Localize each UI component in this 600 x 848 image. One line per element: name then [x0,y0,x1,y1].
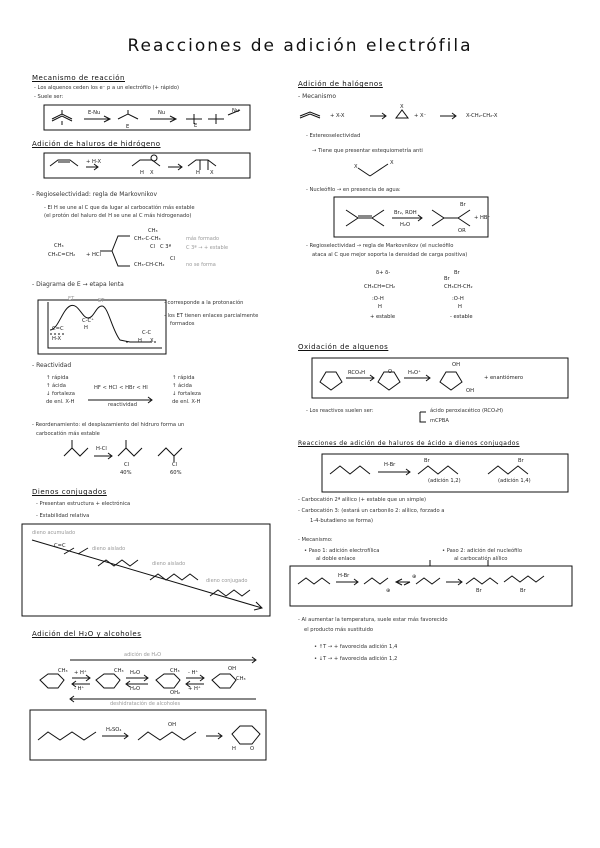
h2o-bottom-label: deshidratación de alcoholes [110,701,181,707]
rearr-hcl: H-Cl [96,446,107,452]
mech-label-e2: E [194,123,198,129]
ox-oh2: OH [466,388,474,394]
dh-br1: Br [424,458,430,464]
react-right-1: ↑ rápida [172,375,195,381]
mech-label-nu: Nu [158,110,166,116]
regio-c3: C 3ª [160,244,172,250]
mech2-hbr: H-Br [338,573,350,579]
mech2-p1-1: • Paso 1: adición electrofílica [304,548,380,554]
h2o-l2: + H⁺ [74,670,87,676]
mech2-p2-2: al carbocatión alílico [454,556,508,562]
diag-et2: ET [98,298,105,304]
h2o-l15: H [232,746,236,752]
rearr-cl1: Cl [124,462,130,468]
temp-bullet-2: • ↓T → + favorecida adición 1,2 [314,656,398,662]
hal-product: X-CH₂-CH₂-X [466,113,498,119]
regio-heading: - Regioselectividad: regla de Markovnikov [32,191,157,198]
react-left-2: ↑ ácida [46,383,66,389]
mech2-br1: Br [476,588,482,594]
diag-cc: C-C⁺ [82,318,94,324]
nuc-s1: CH₃CH=CH₂ [364,284,396,290]
ox-o: O [388,369,393,375]
mech2-p1-2: al doble enlace [316,556,356,562]
stab-aislado-2: dieno aislado [152,561,186,567]
nucleophile-heading: - Nucleófilo → en presencia de agua: [306,187,401,193]
regio-note-1: más formado [186,236,220,242]
nuc-s9: H [458,304,462,310]
stereo-x2: X [390,160,394,166]
temp-line-1: - Al aumentar la temperatura, suele estar más favorecido [298,617,448,623]
nuc-note-2: ataca al C que mejor soporta la densidad de carga positiva) [312,252,468,258]
nuc-s8: :O-H [452,296,464,302]
diag-hx: H-X [52,336,62,342]
ox-line: - Los reactivos suelen ser: [306,408,374,414]
h2o-l6: H₂O [130,686,141,692]
diag-note-3: formados [170,321,195,327]
dh-line-3: 1-4-butadieno se forma) [310,518,374,524]
hx-label: + H-X [86,159,102,165]
react-right-4: de enl. X-H [172,399,201,405]
rearr-line-2: carbocatión más estable [36,431,100,437]
mech2-plus2: ⊕ [412,574,417,580]
diag-prod: C-C [142,330,152,336]
diag-c=c: C=C [52,326,64,332]
nuc-s0: δ+ δ- [376,270,391,276]
rearr-line-1: - Reordenamiento: el desplazamiento del hidruro forma un [32,422,185,428]
stability-box [22,524,270,616]
h2o-l3: - H⁺ [74,686,85,692]
dh-line-2: - Carbocatión 3: (estará un carbonilo 2: alílico, forzado a [298,508,445,514]
react-left-4: de enl. X-H [46,399,75,405]
h2o-l13: H₂SO₄ [106,727,122,733]
diag-note-1: - corresponde a la protonación [164,300,244,306]
diag-x: X [150,338,154,344]
mech2-p2-1: • Paso 2: adición del nucleófilo [442,548,523,554]
hydrogen-halide-box [44,153,250,178]
oxidation-heading: Oxidación de alquenos [298,343,389,351]
react-left-3: ↓ fortaleza [46,391,75,397]
stab-conjugado: dieno conjugado [206,578,248,584]
nuc-s5: H [378,304,382,310]
h2o-l11: OH [228,666,236,672]
dienes-heading: Dienos conjugados [32,488,107,496]
regio-line-1: - El H se une al C que da lugar al carbocatión más estable [44,205,195,211]
ox-oh1: OH [452,362,460,368]
nuc-hbr: + HBr [474,215,490,221]
reactivity-heading: - Reactividad [32,362,72,369]
react-right-2: ↑ ácida [172,383,192,389]
temp-bullet-1: • ↑T → + favorecida adición 1,4 [314,644,398,650]
diag-h2: H [138,338,142,344]
dh-hbr: H-Br [384,462,396,468]
nuc-s2: Br [454,270,460,276]
hal-x: X [400,104,404,110]
h2o-l8: OH₂ [170,690,181,696]
hal-xx: + X-X [330,113,345,119]
regio-hcl: + HCl [86,252,101,258]
regio-prod2: CH₃-CH-CH₂ [134,262,165,268]
cyclization-box [30,710,266,760]
halide-h2: H [196,170,200,176]
react-right-3: ↓ fortaleza [172,391,201,397]
react-middle-label: reactividad [108,402,137,408]
stab-cc: C=C [54,543,66,549]
nuc-note-1: - Regioselectividad → regla de Markovnikov (el nucleófilo [306,243,454,249]
regio-reactant: CH₃C=CH₂ [48,252,76,258]
nuc-s10: - estable [450,314,473,320]
halogens-heading: Adición de halógenos [298,80,383,88]
nuc-s3: CH₃CH-CH₂ [444,284,473,290]
mech2-heading: - Mecanismo: [298,537,333,543]
regio-note-3: no se forma [186,262,216,268]
nuc-br: Br [460,202,466,208]
regio-ch3b: CH₃ [148,228,158,234]
diene-addition-box [322,454,568,492]
react-left-1: ↑ rápida [46,375,69,381]
h2o-l14: OH [168,722,176,728]
halide-h1: H [140,170,144,176]
h2o-l10: + H⁺ [188,686,201,692]
stereo-heading: - Estereoselectividad [306,133,361,139]
mech-label-nu2: Nu [232,108,240,114]
nuc-s6: + estable [370,314,396,320]
dh-14: (adición 1,4) [498,478,531,484]
stab-aislado-1: dieno aislado [92,546,126,552]
ox-enantiomer: + enantiómero [484,375,524,381]
regio-cl2: Cl [170,256,176,262]
react-middle: HF < HCl < HBr < HI [94,385,148,391]
h2o-l16: O [250,746,255,752]
diag-note-2: - los ET tienen enlaces parcialmente [164,313,259,319]
temp-line-2: el producto más sustituido [304,627,374,633]
dh-br2: Br [518,458,524,464]
rearr-cl2: Cl [172,462,178,468]
h2o-l7: CH₃ [170,668,180,674]
mechanism-box [44,105,250,130]
regio-prod1: CH₃-C-CH₃ [134,236,161,242]
regio-cl1: Cl [150,244,156,250]
halides-heading: Adición de haluros de hidrógeno [32,140,161,148]
page-title: Reacciones de adición electrófila [127,36,473,56]
ox-reagent-1: ácido peroxiacético (RCO₃H) [430,408,504,414]
diag-h1: H [84,325,88,331]
ox-h3o: H₃O⁺ [408,370,421,376]
ox-rco3h: RCO₃H [348,370,366,376]
stereo-line: → Tiene que presentar estequiometría anti [312,148,423,154]
h2o-top-label: adición de H₂O [124,652,162,658]
mechanism-line-2: - Suele ser: [34,94,64,100]
h2o-l12: CH₃ [236,676,246,682]
nuc-s7: Br [444,276,450,282]
dh-12: (adición 1,2) [428,478,461,484]
nuc-s4: :O-H [372,296,384,302]
h2o-l9: - H⁺ [188,670,199,676]
h2o-l4: CH₃ [114,668,124,674]
nuc-or: OR [458,228,466,234]
halide-x1: X [150,170,154,176]
diene-mechanism-box [290,566,572,606]
h2o-l5: H₂O [130,670,141,676]
dienes-line-2: - Estabilidad relativa [36,513,90,519]
regio-line-2: (el protón del haluro del H se une al C más hidrogenado) [44,213,192,219]
dienes-line-1: - Presentan estructura + electrónica [36,501,131,507]
nuc-h2o: H₂O [400,222,411,228]
nuc-reagent: Br₂, ROH [394,210,417,216]
h2o-heading: Adición del H₂O y alcoholes [32,630,142,638]
halogens-sub: - Mecanismo [298,93,337,100]
ox-reagent-2: mCPBA [430,418,449,424]
mechanism-line-1: - Los alquenos ceden los e⁻ p a un electrófilo (+ rápido) [34,85,180,91]
hal-xminus: + X⁻ [414,113,427,119]
dh-line-1: - Carbocatión 2ª alílico (+ estable que un simple) [298,497,427,503]
mech2-plus1: ⊕ [386,588,391,594]
mech2-br2: Br [520,588,526,594]
mech-label-enu: E-Nu [88,110,101,116]
halide-x2: X [210,170,214,176]
regio-ch3a: CH₃ [54,243,64,249]
mech-label-e1: E [126,124,130,130]
rearr-40: 40% [120,470,132,476]
diag-et1: ET [68,296,75,302]
mechanism-heading: Mecanismo de reacción [32,74,125,82]
h2o-l1: CH₃ [58,668,68,674]
diagram-heading: - Diagrama de E → etapa lenta [32,281,124,288]
stereo-x1: X [354,164,358,170]
rearr-60: 60% [170,470,182,476]
stab-acumulado: dieno acumulado [32,530,76,536]
diene-halide-heading: Reacciones de adición de haluros de ácido a dienos conjugados [298,440,520,447]
regio-note-2: C 3ª → + estable [186,245,229,251]
